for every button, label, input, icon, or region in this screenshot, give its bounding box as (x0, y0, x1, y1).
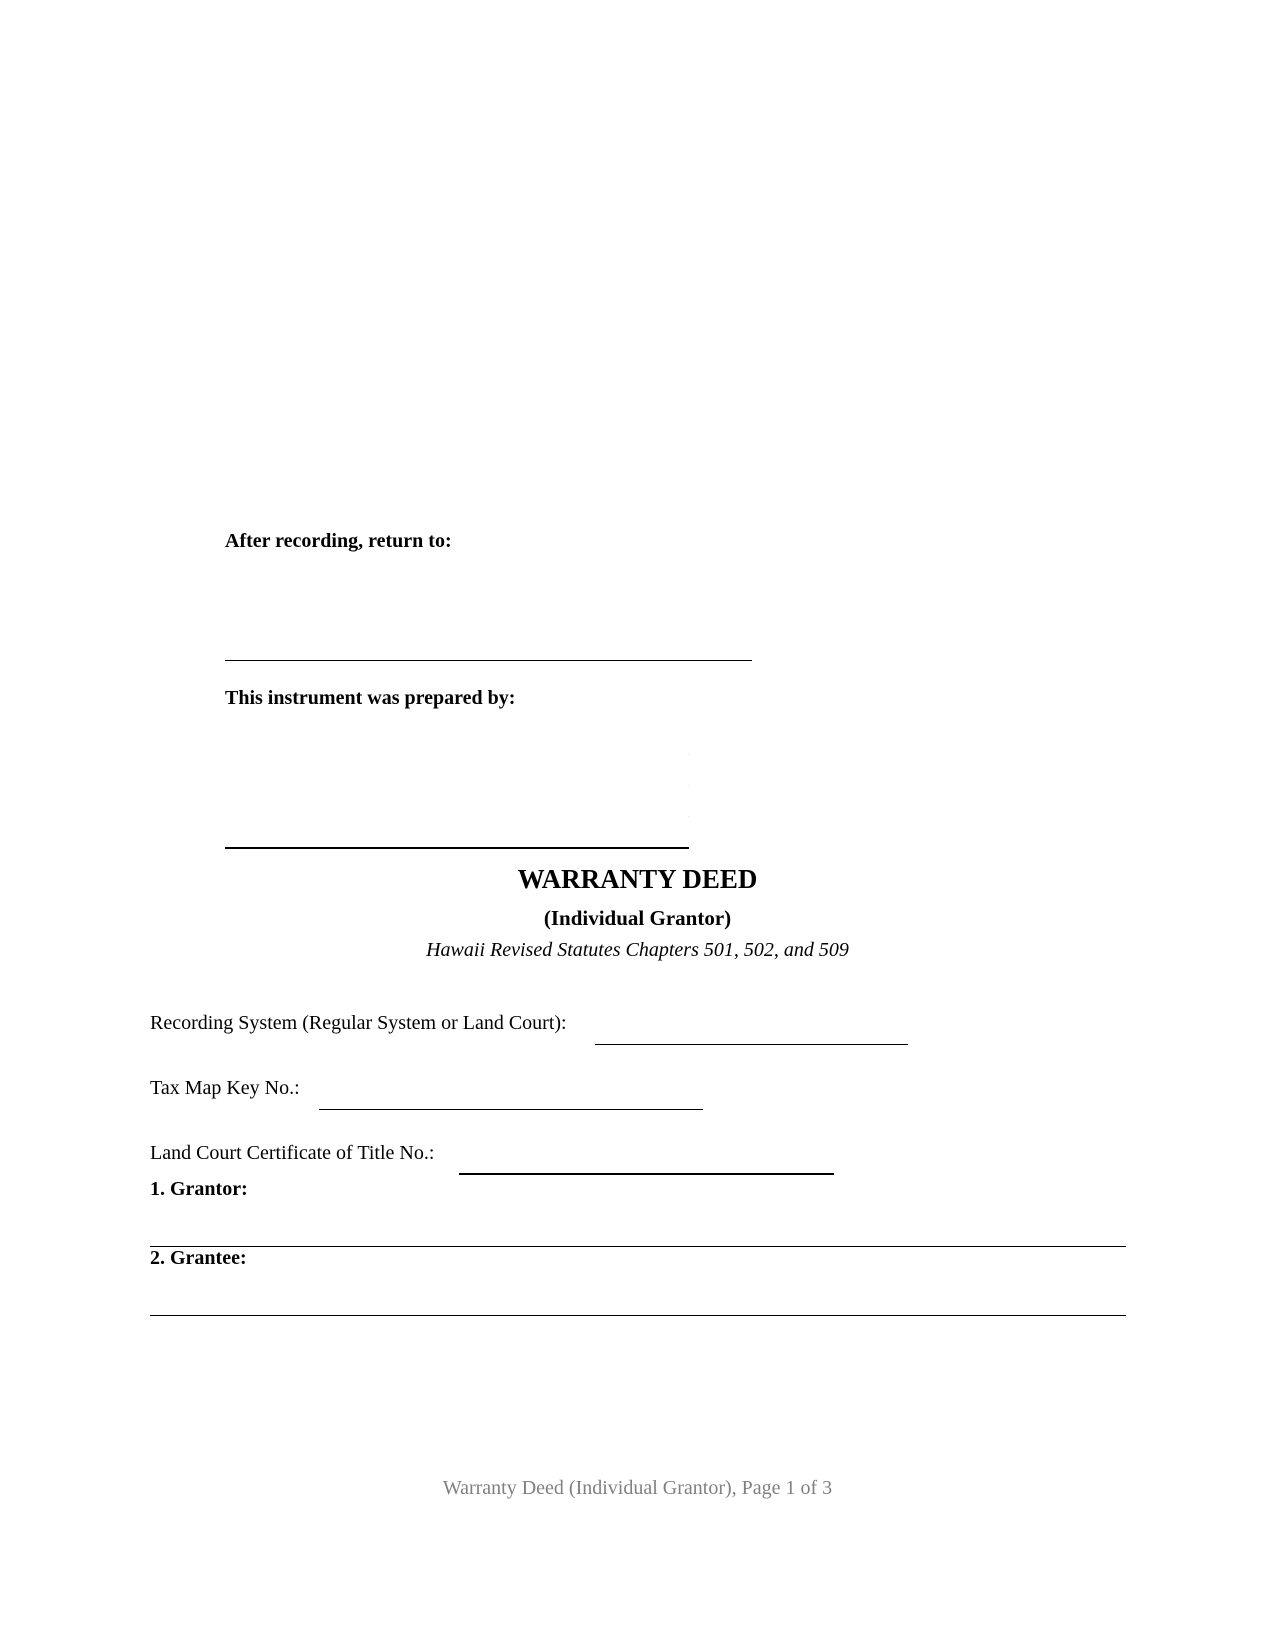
page-footer: Warranty Deed (Individual Grantor), Page 1 of 3 (442, 1477, 833, 1499)
statute-reference: Hawaii Revised Statutes Chapters 501, 502, and 509 (426, 939, 849, 961)
grantor-field[interactable] (150, 1246, 1126, 1247)
land-court-certificate-field[interactable] (459, 1173, 834, 1175)
tax-map-key-field[interactable] (319, 1109, 703, 1110)
return-to-label: After recording, return to: (225, 530, 452, 552)
faint-mark (688, 816, 689, 817)
grantor-label: 1. Grantor: (150, 1178, 248, 1200)
document-subtitle: (Individual Grantor) (543, 906, 732, 930)
prepared-by-line[interactable] (225, 847, 689, 849)
grantee-field[interactable] (150, 1315, 1126, 1316)
land-court-certificate-label: Land Court Certificate of Title No.: (150, 1142, 435, 1164)
faint-mark (688, 785, 689, 786)
grantee-label: 2. Grantee: (150, 1247, 247, 1269)
faint-mark (688, 754, 689, 755)
document-title: WARRANTY DEED (517, 864, 758, 894)
prepared-by-label: This instrument was prepared by: (225, 687, 516, 709)
recording-system-field[interactable] (595, 1044, 908, 1045)
return-to-line[interactable] (225, 660, 752, 661)
recording-system-label: Recording System (Regular System or Land Court): (150, 1012, 567, 1034)
tax-map-key-label: Tax Map Key No.: (150, 1077, 300, 1099)
